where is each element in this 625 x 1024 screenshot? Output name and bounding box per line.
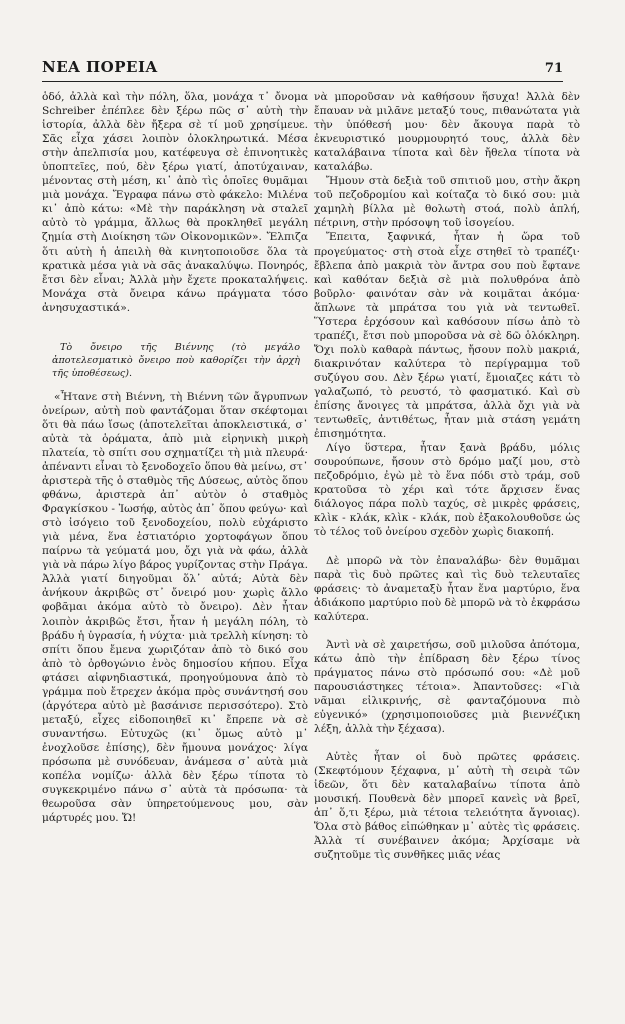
page-number: 71 [544,61,563,76]
page-header [42,52,563,76]
journal-title: ΝΕΑ ΠΟΡΕΙΑ [42,58,158,76]
paragraph: Ἔπειτα, ξαφνικά, ἦταν ἡ ὥρα τοῦ προγεύματος· στὴ στοὰ εἶχε στηθεῖ τὸ τραπέζι· ἔβλεπα ἀπὸ μακριὰ τὸν ἄντρα σου ποὺ ἔφτανε καὶ καθόταν δεξιὰ σὲ μιὰ πολυθρόνα ἀπὸ βοῦρλο· φαινόταν σὰν νὰ κοιμᾶται ἀκόμα· ἅπλωνε τὰ μπράτσα του γιὰ νὰ τεντωθεῖ. Ὕστερα ἐρχόσουν καὶ καθόσουν πίσω ἀπὸ τὸ τραπέζι, ἔτσι ποὺ μποροῦσα νὰ σὲ δῶ ὁλόκληρη. Ὄχι πολὺ καθαρὰ πάντως, ἤσουν πολὺ μακριά, διακρινόταν καλύτερα τὸ περίγραμμα τοῦ συζύγου σου. Δὲν ξέρω γιατί, ἔμοιαζες κάτι τὸ γαλαζωπό, τὸ ρευστό, τὸ φασματικό. Καὶ σὺ ἐπίσης ἄνοιγες τὰ μπράτσα, ἀλλὰ ὄχι γιὰ νὰ τεντωθεῖς, ἀντιθέτως, ἦταν μιὰ στάση γεμάτη ἐπισημότητα. [314,231,580,441]
right-column [314,90,580,862]
paragraph: «Ἦτανε στὴ Βιέννη, τὴ Βιέννη τῶν ἄγρυπνων ὀνείρων, αὐτὴ ποὺ φαντάζομαι ὅταν σκέφτομαι ὅτι θὰ πάω ἴσως (ἀποτελεῖται ἀποκλειστικά, σ᾽ αὐτὰ τὰ ὁράματα, ἀπὸ μιὰ εἰρηνικὴ μικρὴ πλατεία, τὸ σπίτι σου σχηματίζει τὴ μιὰ πλευρά· ἀπέναντι εἶναι τὸ ξενοδοχεῖο ὅπου θὰ μείνω, στ᾽ ἀριστερὰ τῆς ὁ σταθμὸς τῆς Δύσεως, αὐτὸς ὅπου φθάνω, ἀριστερὰ ἀπ᾽ αὐτὸν ὁ σταθμὸς Φραγκίσκου - Ἰωσήφ, αὐτὸς ἀπ᾽ ὅπου φεύγω· καὶ στὸ ἰσόγειο τοῦ ξενοδοχείου, πολὺ εὐχάριστο γιὰ μένα, ἕνα ἑστιατόριο χορτοφάγων ὅπου παίρνω τὰ γεύματά μου, ὄχι γιὰ νὰ φάω, ἀλλὰ γιὰ νὰ πάρω λίγο βάρος γυρίζοντας στὴν Πράγα. Ἀλλὰ γιατί διηγοῦμαι ὅλ᾽ αὐτά; Αὐτὰ δὲν ἀνήκουν ἀκριβῶς στ᾽ ὄνειρό μου· χωρὶς ἄλλο φοβᾶμαι ἀκόμα αὐτὸ τὸ ὄνειρο). Δὲν ἦταν λοιπὸν ἀκριβῶς ἔτσι, ἦταν ἡ μεγάλη πόλη, τὸ βράδυ ἡ ὑγρασία, ἡ νύχτα· μιὰ τρελλὴ κίνηση: τὸ σπίτι ὅπου ἔμενα χωριζόταν ἀπὸ τὸ δικό σου ἀπὸ τὸ ὀρθογώνιο ἑνὸς δημοσίου κήπου. Εἶχα φτάσει αἰφνηδιαστικά, προηγούμουνα ἀπὸ τὸ γράμμα ποὺ ἔτρεχεν ἀκόμα πρὸς συνάντησή σου (ἀργότερα αὐτὸ μὲ βασάνισε περισσότερο). Στὸ μεταξύ, εἶχες εἰδοποιηθεῖ κι᾽ ἔπρεπε νὰ σὲ συναντήσω. Εὐτυχῶς (κι᾽ ὅμως αὐτὸ μ᾽ ἐνοχλοῦσε ἐπίσης), δὲν ἤμουνα μονάχος· λίγα πρόσωπα μὲ συνόδευαν, ἀνάμεσα σ᾽ αὐτὰ μιὰ κοπέλα νομίζω· ἀλλὰ δὲν ξέρω τίποτα τὸ συγκεκριμένο πάνω σ᾽ αὐτὰ τὰ πρόσωπα· τὰ θεωροῦσα σὰν ὑπηρετούμενους μου, σὰν μάρτυρές μου. Ὤ! [42,390,308,825]
paragraph: ὁδό, ἀλλὰ καὶ τὴν πόλη, ὅλα, μονάχα τ᾽ ὄνομα Schreiber ἐπέπλεε δὲν ξέρω πῶς σ᾽ αὐτὴ τὴν ἱστορία, ἀλλὰ δὲν ἤξερα σὲ τί μοῦ χρησίμευε. Σᾶς εἶχα χάσει λοιπὸν ὁλοκληρωτικά. Μέσα στὴν ἀπελπισία μου, κατέφευγα σὲ ἐπινοητικὲς ὑποπτεῖες, πού, δὲν ξέρω γιατί, ἀποτύχαιναν, μένοντας στὴ μέση, κι᾽ ἀπὸ τὶς ὁποῖες θυμᾶμαι μιὰ μονάχα. Ἔγραφα πάνω στὸ φάκελο: Μιλένα κι᾽ ἀπὸ κάτω: «Μὲ τὴν παράκληση νὰ σταλεῖ αὐτὸ τὸ γράμμα, ἄλλως θὰ προκληθεῖ μεγάλη ζημία στὴ Διοίκηση τῶν Οἰκονομικῶν». Ἔλπιζα ὅτι αὐτὴ ἡ ἀπειλὴ θὰ κινητοποιοῦσε ὅλα τὰ κρατικὰ μέσα γιὰ νὰ σᾶς ἀνακαλύψω. Πονηρός, ἔτσι δὲν εἶναι; Ἀλλὰ μὴν ἔχετε προκαταλήψεις. Μονάχα στὰ ὄνειρα κάνω πράγματα τόσο ἀνησυχαστικά». [42,91,308,314]
left-column [42,90,308,825]
paragraph: Δὲ μπορῶ νὰ τὸν ἐπαναλάβω· δὲν θυμᾶμαι παρὰ τὶς δυὸ πρῶτες καὶ τὶς δυὸ τελευταῖες φράσεις· τὸ ἀναμεταξὺ ἦταν ἕνα μαρτύριο, ἕνα ἀδιάκοπο μαρτύριο ποὺ δὲ μπορῶ νὰ τὸ ἐκφράσω καλύτερα. [314,554,580,623]
paragraph: Αὐτὲς ἦταν οἱ δυὸ πρῶτες φράσεις. (Σκεφτόμουν ξέχαφνα, μ᾽ αὐτὴ τὴ σειρὰ τῶν ἰδεῶν, ὅτι δὲν καταλαβαίνω τίποτα ἀπὸ μουσική. Πουθενὰ δὲν μπορεῖ κανεὶς νὰ βρεῖ, ἀπ᾽ ὅ,τι ξέρω, μιὰ τέτοια τελειότητα ἄγνοιας). Ὅλα στὸ βάθος εἰπώθηκαν μ᾽ αὐτὲς τὶς φράσεις. Ἀλλὰ τί συνέβαινεν ἀκόμα; Ἀρχίσαμε νὰ συζητοῦμε τὶς συνθῆκες μιᾶς νέας [314,751,580,862]
paragraph: Λίγο ὕστερα, ἦταν ξανὰ βράδυ, μόλις σουρούπωνε, ἤσουν στὸ δρόμο μαζί μου, στὸ πεζοδρόμιο, ἐγὼ μὲ τὸ ἕνα πόδι στὸ τράμ, σοῦ κρατοῦσα τὸ χέρι καὶ τότε ἄρχισεν ἕνας διάλογος πάρα πολὺ ταχύς, σὲ μικρὲς φράσεις, κλὶκ - κλάκ, κλὶκ - κλάκ, ποὺ ἐξακολουθοῦσε ὡς τὸ τέλος τοῦ ὀνείρου σχεδὸν χωρὶς διακοπή. [314,442,580,539]
paragraph: νὰ μποροῦσαν νὰ καθήσουν ἥσυχα! Ἀλλὰ δὲν ἔπαυαν νὰ μιλᾶνε μεταξύ τους, πιθανώτατα γιὰ τὴν ὑπόθεσή μου· δὲν ἄκουγα παρὰ τὸ ἐκνευριστικό μουρμουρητό τους, ἀλλὰ δὲν καταλάβαινα τίποτα καὶ δὲν ἤθελα τίποτα νὰ καταλάβω. [314,91,580,174]
paragraph: Ἀντὶ νὰ σὲ χαιρετήσω, σοῦ μιλοῦσα ἀπότομα, κάτω ἀπὸ τὴν ἐπίδραση δὲν ξέρω τίνος πράγματος πάνω στὸ πρόσωπό σου: «Δὲ μοῦ παρουσιάστηκες τέτοια». Ἀπαντοῦσες: «Γιὰ νᾶμαι εἰλικρινής, σὲ φανταζόμουνα πιὸ εὐγενικό» (χρησιμοποιοῦσες μιὰ βιεννέζικη λέξη, ἀλλὰ τὴν ξέχασα). [314,638,580,736]
dream-caption: Τὸ ὄνειρο τῆς Βιέννης (τὸ μεγάλο ἀποτελεσματικὸ ὄνειρο ποὺ καθορίζει τὴν ἀρχὴ τῆς ὑποθέσεως). [52,341,300,379]
paragraph: Ἤμουν στὰ δεξιὰ τοῦ σπιτιοῦ μου, στὴν ἄκρη τοῦ πεζοδρομίου καὶ κοίταζα τὸ δικό σου: μιὰ χαμηλὴ βίλλα μὲ θολωτὴ στοά, πολὺ ἁπλή, πέτρινη, στὴν πρόσοψη τοῦ ἰσογείου. [314,175,580,230]
header-rule [42,81,563,82]
